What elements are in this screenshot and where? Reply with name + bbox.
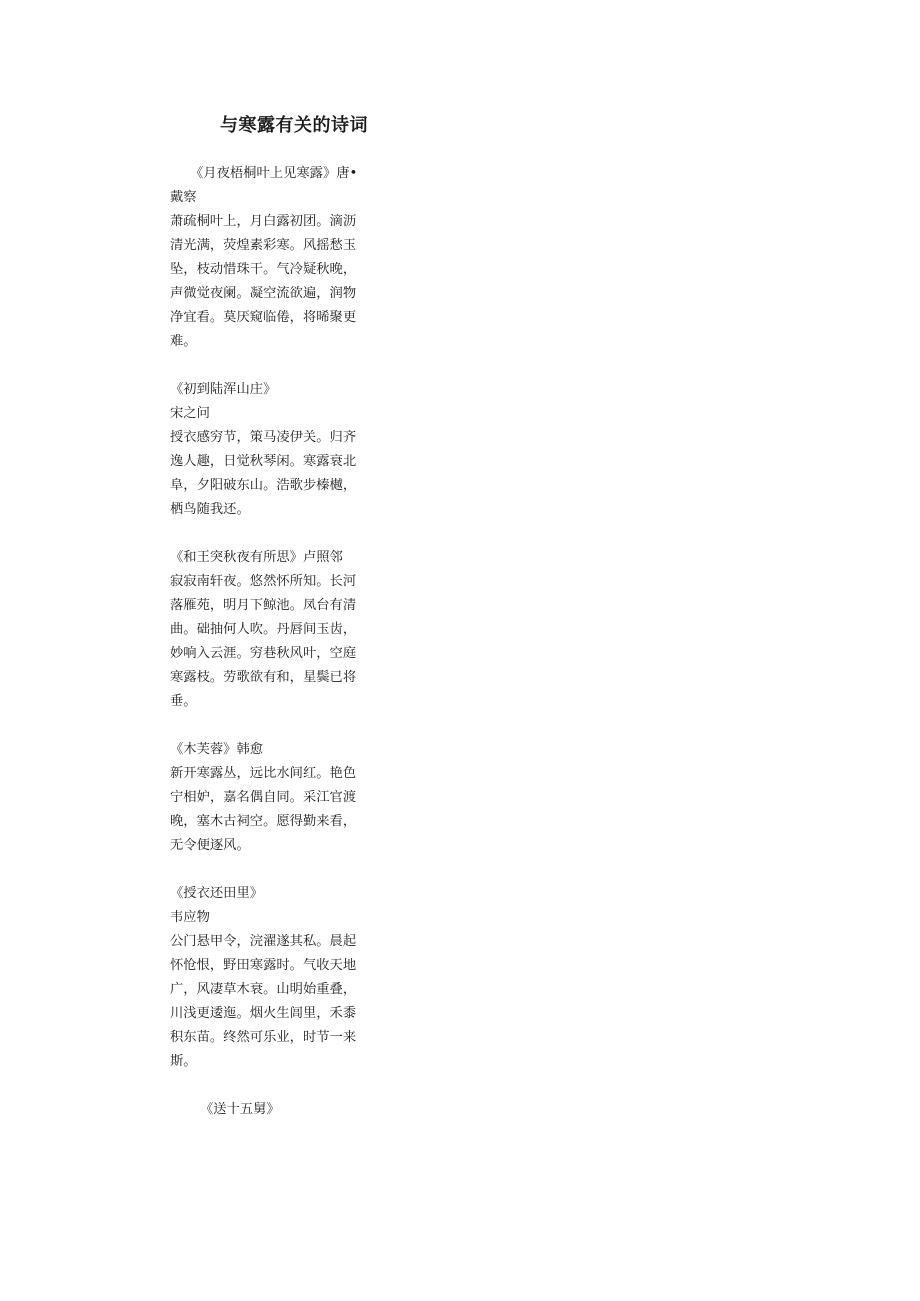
poem-line: 宁相妒，嘉名偶自同。采江官渡 bbox=[170, 790, 357, 805]
poem-heading: 《木芙蓉》韩愈 bbox=[170, 742, 264, 757]
paragraph-gap bbox=[170, 1074, 375, 1098]
poem-line: 川浅更逶迤。烟火生闾里，禾黍 bbox=[170, 1006, 357, 1021]
poem-1 bbox=[170, 162, 375, 354]
poem-line: 难。 bbox=[170, 334, 197, 349]
poem-author: 戴察 bbox=[170, 190, 197, 205]
poem-heading: 《初到陆浑山庄》 bbox=[170, 382, 277, 397]
poem-line: 授衣感穷节，策马凌伊关。归齐 bbox=[170, 430, 357, 445]
poem-heading: 《授衣还田里》 bbox=[170, 886, 264, 901]
paragraph-gap bbox=[170, 522, 375, 546]
poem-line: 净宜看。莫厌窥临倦，将晞聚更 bbox=[170, 310, 357, 325]
poem-column bbox=[170, 162, 375, 1122]
poem-author: 宋之问 bbox=[170, 406, 210, 421]
page-title: 与寒露有关的诗词 bbox=[220, 115, 368, 136]
poem-4 bbox=[170, 738, 375, 858]
poem-line: 萧疏桐叶上，月白露初团。滴沥 bbox=[170, 214, 357, 229]
poem-line: 新开寒露丛，远比水间红。艳色 bbox=[170, 766, 357, 781]
poem-line: 曲。础抽何人吹。丹唇间玉齿， bbox=[170, 622, 357, 637]
poem-line: 无令便逐风。 bbox=[170, 838, 250, 853]
poem-5 bbox=[170, 882, 375, 1074]
poem-line: 栖鸟随我还。 bbox=[170, 502, 250, 517]
poem-heading: 《送十五舅》 bbox=[200, 1102, 280, 1117]
poem-line: 积东苗。终然可乐业，时节一来 bbox=[170, 1030, 357, 1045]
paragraph-gap bbox=[170, 714, 375, 738]
poem-line: 坠，枝动惜珠干。气冷疑秋晚， bbox=[170, 262, 357, 277]
paragraph-gap bbox=[170, 858, 375, 882]
poem-2 bbox=[170, 378, 375, 522]
poem-heading: 《和王突秋夜有所思》卢照邻 bbox=[170, 550, 343, 565]
poem-line: 公门悬甲令，浣濯遂其私。晨起 bbox=[170, 934, 357, 949]
poem-heading: 《月夜梧桐叶上见寒露》唐• bbox=[190, 166, 358, 181]
poem-line: 逸人趣，日觉秋琴闲。寒露衰北 bbox=[170, 454, 357, 469]
paragraph-gap bbox=[170, 354, 375, 378]
poem-line: 声微觉夜阑。凝空流欲遍，润物 bbox=[170, 286, 357, 301]
poem-line: 晚，塞木古祠空。愿得勤来看， bbox=[170, 814, 357, 829]
poem-line: 怀怆恨，野田寒露时。气收天地 bbox=[170, 958, 357, 973]
poem-line: 清光满，荧煌素彩寒。风摇愁玉 bbox=[170, 238, 357, 253]
poem-3 bbox=[170, 546, 375, 714]
poem-line: 垂。 bbox=[170, 694, 197, 709]
poem-line: 阜，夕阳破东山。浩歌步榛樾， bbox=[170, 478, 357, 493]
poem-line: 落雁苑，明月下鲸池。凤台有清 bbox=[170, 598, 357, 613]
poem-line: 广，风凄草木衰。山明始重叠， bbox=[170, 982, 357, 997]
poem-line: 斯。 bbox=[170, 1054, 197, 1069]
poem-6 bbox=[170, 1098, 375, 1122]
poem-author: 韦应物 bbox=[170, 910, 210, 925]
poem-line: 寂寂南轩夜。悠然怀所知。长河 bbox=[170, 574, 357, 589]
poem-line: 寒露枝。劳歌欲有和，星鬓已将 bbox=[170, 670, 357, 685]
poem-line: 妙响入云涯。穷巷秋风叶，空庭 bbox=[170, 646, 357, 661]
